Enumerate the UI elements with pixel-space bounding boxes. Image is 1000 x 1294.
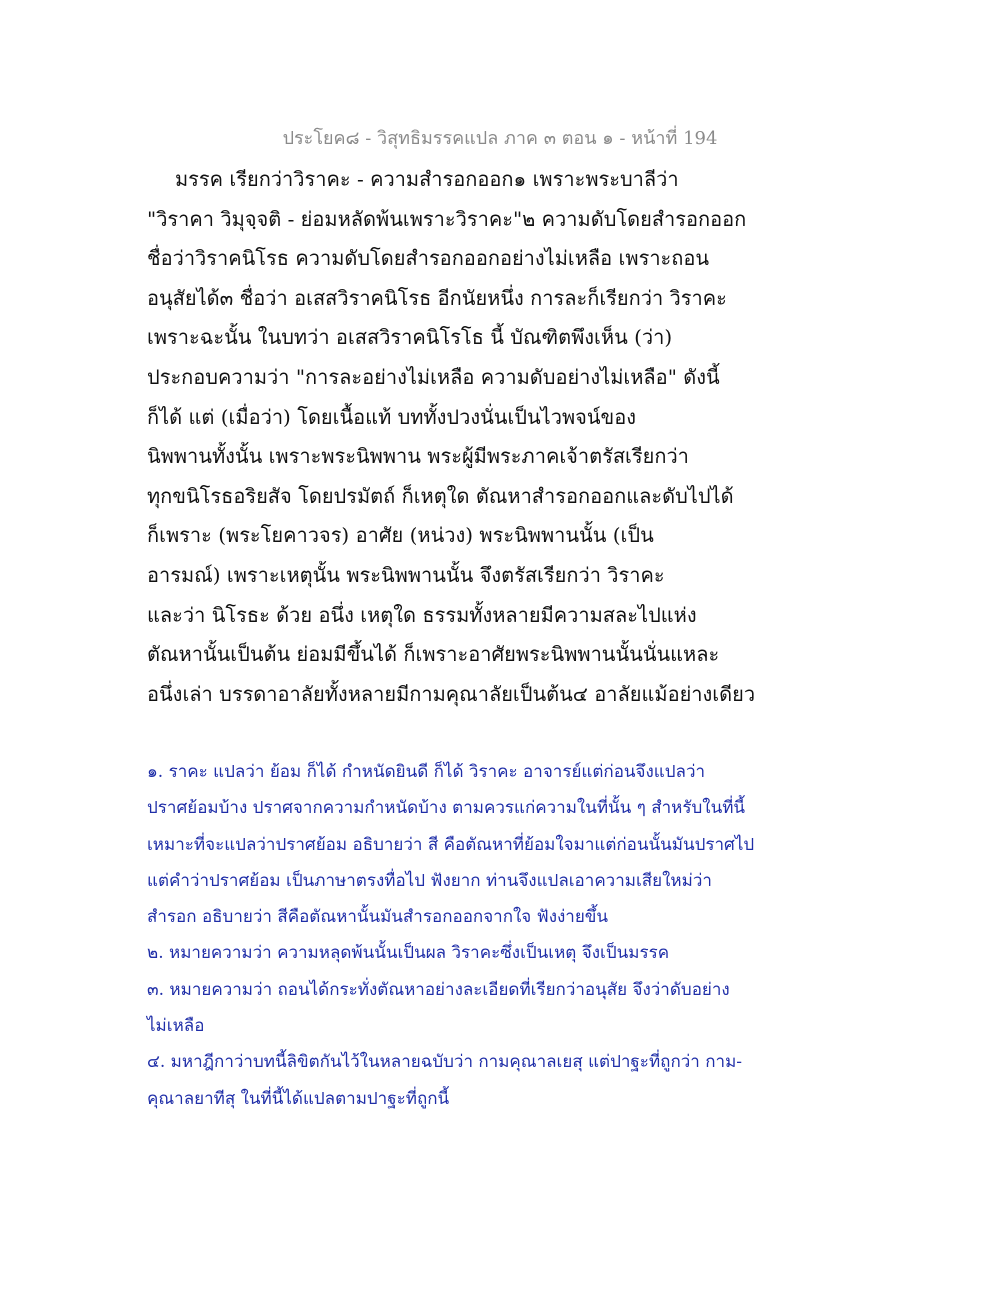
body-line: ตัณหานั้นเป็นต้น ย่อมมีขึ้นได้ ก็เพราะอาศัยพระนิพพานนั้นนั่นแหละ (147, 642, 720, 667)
body-line: นิพพานทั้งนั้น เพราะพระนิพพาน พระผู้มีพระภาคเจ้าตรัสเรียกว่า (147, 444, 689, 469)
footnote-line: คุณาลยาทีสุ ในที่นี้ได้แปลตามปาฐะที่ถูกนี้ (147, 1088, 450, 1109)
body-line: อนุสัยได้๓ ชื่อว่า อเสสวิราคนิโรธ อีกนัยหนึ่ง การละก็เรียกว่า วิราคะ (147, 285, 727, 310)
body-line: มรรค เรียกว่าวิราคะ - ความสำรอกออก๑ เพราะพระบาลีว่า (175, 167, 679, 191)
footnote-line: แต่คำว่าปราศย้อม เป็นภาษาตรงทื่อไป ฟังยาก ท่านจึงแปลเอาความเสียใหม่ว่า (147, 870, 712, 891)
footnote-line: ๒. หมายความว่า ความหลุดพ้นนั้นเป็นผล วิราคะซึ่งเป็นเหตุ จึงเป็นมรรค (147, 943, 670, 964)
body-line: ประกอบความว่า "การละอย่างไม่เหลือ ความดับอย่างไม่เหลือ" ดังนี้ (147, 364, 720, 389)
footnote-line: ๔. มหาฎีกาว่าบทนี้ลิขิตกันไว้ในหลายฉบับว่า กามคุณาลเยสุ แต่ปาฐะที่ถูกว่า กาม- (147, 1052, 743, 1073)
body-line: และว่า นิโรธะ ด้วย อนึ่ง เหตุใด ธรรมทั้งหลายมีความสละไปแห่ง (147, 602, 697, 627)
footnote-line: เหมาะที่จะแปลว่าปราศย้อม อธิบายว่า สี คือตัณหาที่ย้อมใจมาแต่ก่อนนั้นมันปราศไป (147, 834, 755, 855)
body-text (147, 160, 837, 714)
body-line: อนึ่งเล่า บรรดาอาลัยทั้งหลายมีกามคุณาลัยเป็นต้น๔ อาลัยแม้อย่างเดียว (147, 681, 756, 706)
footnotes (147, 754, 837, 1117)
body-line: "วิราคา วิมุจฺจติ - ย่อมหลัดพ้นเพราะวิราคะ"๒ ความดับโดยสำรอกออก (147, 206, 747, 231)
footnote-line: ปราศย้อมบ้าง ปราศจากความกำหนัดบ้าง ตามควรแก่ความในที่นั้น ๆ สำหรับในที่นี้ (147, 798, 746, 819)
body-line: อารมณ์) เพราะเหตุนั้น พระนิพพานนั้น จึงตรัสเรียกว่า วิราคะ (147, 562, 665, 587)
body-line: เพราะฉะนั้น ในบทว่า อเสสวิราคนิโรโธ นี้ บัณฑิตพึงเห็น (ว่า) (147, 325, 673, 350)
footnote-line: ไม่เหลือ (147, 1016, 205, 1037)
body-line: ชื่อว่าวิราคนิโรธ ความดับโดยสำรอกออกอย่างไม่เหลือ เพราะถอน (147, 246, 710, 271)
page-header: ประโยค๘ - วิสุทธิมรรคแปล ภาค ๓ ตอน ๑ - หน้าที่ 194 (282, 128, 718, 149)
footnote-line: ๑. ราคะ แปลว่า ย้อม ก็ได้ กำหนัดยินดี ก็ได้ วิราคะ อาจารย์แต่ก่อนจึงแปลว่า (147, 762, 706, 782)
footnote-line: สำรอก อธิบายว่า สีคือตัณหานั้นมันสำรอกออกจากใจ ฟังง่ายขึ้น (147, 907, 609, 928)
body-line: ก็เพราะ (พระโยคาวจร) อาศัย (หน่วง) พระนิพพานนั้น (เป็น (147, 523, 654, 548)
footnote-line: ๓. หมายความว่า ถอนได้กระทั่งตัณหาอย่างละเอียดที่เรียกว่าอนุสัย จึงว่าดับอย่าง (147, 979, 730, 1000)
body-line: ก็ได้ แต่ (เมื่อว่า) โดยเนื้อแท้ บททั้งปวงนั่นเป็นไวพจน์ของ (147, 404, 636, 429)
body-line: ทุกขนิโรธอริยสัจ โดยปรมัตถ์ ก็เหตุใด ตัณหาสำรอกออกและดับไปได้ (147, 483, 734, 508)
